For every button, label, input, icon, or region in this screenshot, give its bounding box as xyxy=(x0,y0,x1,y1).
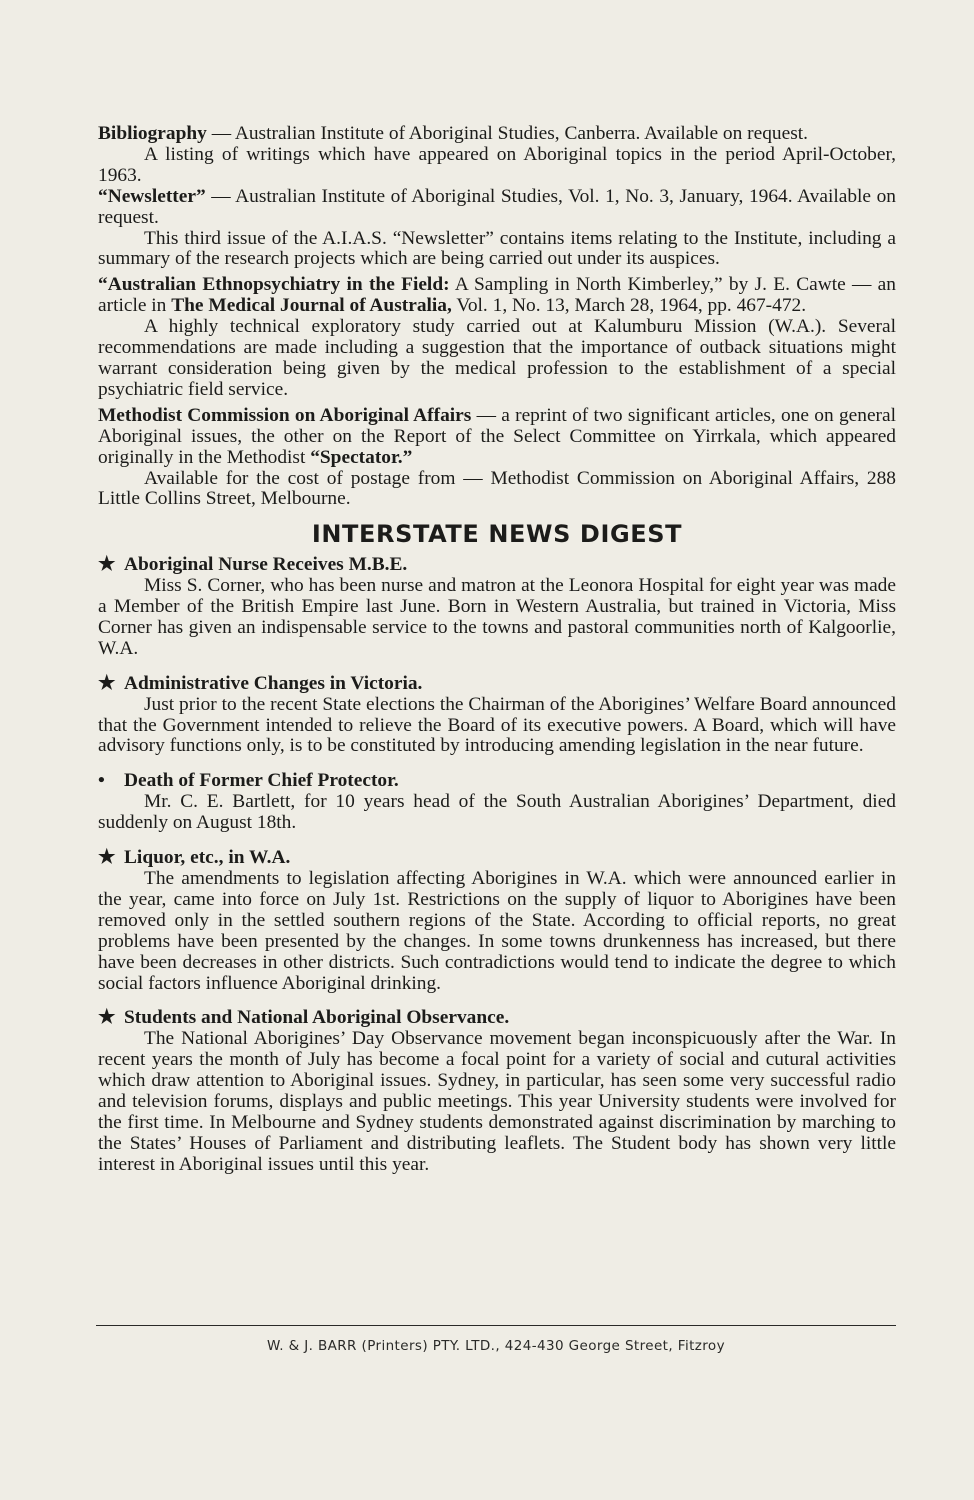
entry-title: “Australian Ethnopsychiatry in the Field: xyxy=(98,274,450,296)
news-item-title xyxy=(98,555,896,576)
news-item xyxy=(98,555,896,660)
entry-title: Bibliography xyxy=(98,123,207,144)
publication-title: “Spectator.” xyxy=(310,446,413,468)
entry-text: Vol. 1, No. 13, March 28, 1964, pp. 467-472. xyxy=(451,295,807,317)
entry-text: — Australian Institute of Aboriginal Studies, Vol. 1, No. 3, January, 1964. Available on request. xyxy=(98,185,896,228)
newsletter-entry xyxy=(98,187,896,229)
ethnopsychiatry-entry xyxy=(98,275,896,317)
bibliography-section xyxy=(98,124,896,510)
entry-text: — Australian Institute of Aboriginal Studies, Canberra. Available on request. xyxy=(206,123,809,144)
journal-title: The Medical Journal of Australia, xyxy=(171,295,452,317)
star-icon: ★ xyxy=(98,1007,116,1029)
entry-description: A highly technical exploratory study carried out at Kalumburu Mission (W.A.). Several recommendations are made including a suggestion that the importance of outback situations might warrant consideration being given by the medical profession to the establishment of a special psychiatric field service. xyxy=(98,316,896,400)
section-heading: INTERSTATE NEWS DIGEST xyxy=(311,520,683,549)
news-item xyxy=(98,674,896,758)
news-item-title-text: Aboriginal Nurse Receives M.B.E. xyxy=(124,554,408,576)
page-body xyxy=(98,124,896,1176)
entry-description: A listing of writings which have appeared on Aboriginal topics in the period April-October, 1963. xyxy=(98,143,896,186)
news-item-body: The National Aborigines’ Day Observance movement began inconspicuously after the War. In recent years the month of July has become a focal point for a variety of social and cutural activities which draw attention to Aboriginal issues. Sydney, in particular, has seen some very successful radio and television forums, displays and public meetings. This year University students were involved for the first time. In Melbourne and Sydney students demonstrated against discrimination by marching to the States’ Houses of Parliament and distributing leaflets. The Student body has shown very little interest in Aboriginal issues until this year. xyxy=(98,1028,896,1175)
news-digest xyxy=(98,555,896,1175)
bullet-icon: • xyxy=(98,770,105,792)
entry-title: “Newsletter” xyxy=(98,185,206,207)
news-item-title-text: Students and National Aboriginal Observance. xyxy=(124,1007,510,1029)
printer-imprint: W. & J. BARR (Printers) PTY. LTD., 424-430 George Street, Fitzroy xyxy=(267,1338,725,1354)
news-item-body: Just prior to the recent State elections the Chairman of the Aborigines’ Welfare Board announced that the Government intended to relieve the Board of its executive powers. A Board, which will have advisory functions only, is to be constituted by introducing amending legislation in the near future. xyxy=(98,693,896,757)
star-icon: ★ xyxy=(98,554,116,576)
news-item-title-text: Administrative Changes in Victoria. xyxy=(124,672,423,694)
star-icon: ★ xyxy=(98,847,116,869)
bibliography-entry xyxy=(98,124,896,145)
methodist-entry xyxy=(98,406,896,469)
news-item-title xyxy=(98,771,896,792)
news-item-title xyxy=(98,848,896,869)
entry-text: — a reprint of two significant articles, one on general Aboriginal issues, the other on the Report of the Select Committee on Yirrkala, which appeared originally in the Methodist xyxy=(98,404,896,468)
news-item-title xyxy=(98,674,896,695)
footer-divider xyxy=(96,1325,896,1326)
entry-title: Methodist Commission on Aboriginal Affairs xyxy=(98,404,472,426)
entry-description: This third issue of the A.I.A.S. “Newsletter” contains items relating to the Institute, including a summary of the research projects which are being carried out under its auspices. xyxy=(98,227,896,270)
news-item xyxy=(98,771,896,834)
news-item-title-text: Death of Former Chief Protector. xyxy=(124,770,399,792)
entry-text: A Sampling in North Kimberley,” by J. E. Cawte — an article in xyxy=(98,274,896,317)
news-item-body: Miss S. Corner, who has been nurse and matron at the Leonora Hospital for eight year was made a Member of the British Empire last June. Born in Western Australia, but trained in Victoria, Miss Corner has given an indispensable service to the towns and pastoral communities north of Kalgoorlie, W.A. xyxy=(98,575,896,659)
news-item-title xyxy=(98,1008,896,1029)
news-item-body: The amendments to legislation affecting Aborigines in W.A. which were announced earlier in the year, came into force on July 1st. Restrictions on the supply of liquor to Aborigines have been removed only in the settled southern regions of the State. According to official reports, no great problems have been presented by the changes. In some towns drunkenness has increased, but there have been decreases in other districts. Such contradictions would tend to indicate the degree to which social factors influence Aboriginal drinking. xyxy=(98,868,896,994)
news-item xyxy=(98,848,896,994)
news-item-title-text: Liquor, etc., in W.A. xyxy=(124,847,291,869)
news-item xyxy=(98,1008,896,1175)
news-item-body: Mr. C. E. Bartlett, for 10 years head of the South Australian Aborigines’ Department, died suddenly on August 18th. xyxy=(98,791,896,834)
star-icon: ★ xyxy=(98,672,116,694)
entry-description: Available for the cost of postage from — Methodist Commission on Aboriginal Affairs, 288 Little Collins Street, Melbourne. xyxy=(98,467,896,510)
